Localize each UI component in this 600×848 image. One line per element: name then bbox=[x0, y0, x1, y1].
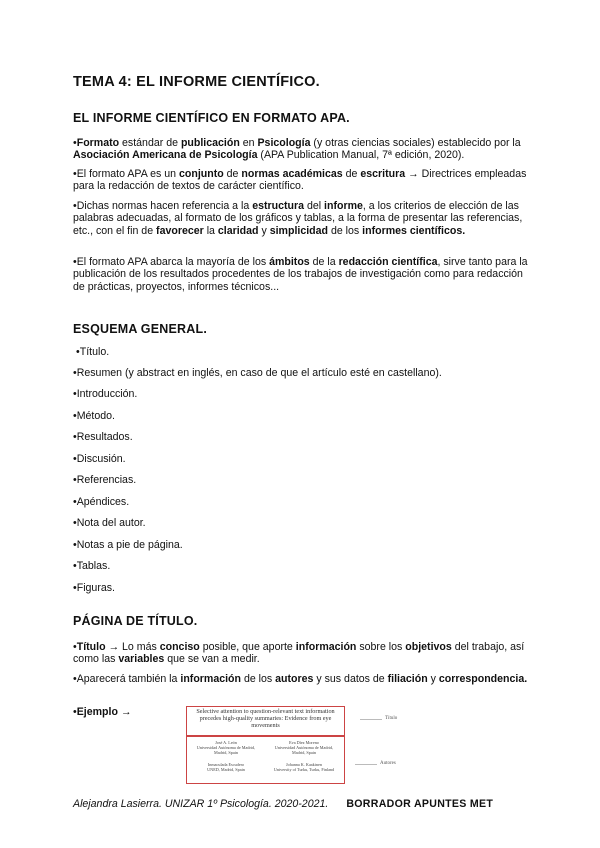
list-item: •Referencias. bbox=[73, 474, 137, 486]
list-item: •Figuras. bbox=[73, 582, 115, 594]
title-page-example-figure bbox=[186, 706, 345, 784]
list-item: •Título. bbox=[76, 346, 110, 358]
paragraph-authors: •Aparecerá también la información de los autores y sus datos de filiación y correspondencia. bbox=[73, 673, 528, 685]
figure-title-text: Selective attention to question-relevant text information precedes high-quality summaries: Evidence from eye movements bbox=[196, 708, 335, 729]
list-item: •Notas a pie de página. bbox=[73, 539, 183, 551]
paragraph-format: •Formato estándar de publicación en Psicología (y otras ciencias sociales) establecido por la Asociación Americana de Psicología (APA Publication Manual, 7ª edición, 2020). bbox=[73, 137, 521, 162]
list-item: •Tablas. bbox=[73, 560, 111, 572]
example-label: •Ejemplo → bbox=[73, 706, 132, 718]
figure-author: Johanna K. Kaakinen University of Turku, Turku, Finland bbox=[273, 762, 335, 772]
paragraph-norms: •El formato APA es un conjunto de normas académicas de escritura → Directrices empleadas para la redacción de textos de carácter científico. bbox=[73, 168, 527, 193]
figure-title-box bbox=[186, 706, 345, 736]
page-footer bbox=[73, 798, 493, 810]
footer-note: BORRADOR APUNTES MET bbox=[346, 798, 494, 810]
list-item: •Resultados. bbox=[73, 431, 133, 443]
list-item: •Introducción. bbox=[73, 388, 138, 400]
figure-title-label: Título bbox=[385, 716, 398, 721]
list-item: •Resumen (y abstract en inglés, en caso de que el artículo esté en castellano). bbox=[73, 367, 442, 379]
section-heading-scheme: ESQUEMA GENERAL. bbox=[73, 322, 207, 336]
footer-author: Alejandra Lasierra. UNIZAR 1º Psicología. 2020-2021. bbox=[73, 798, 329, 810]
paragraph-title: •Título → Lo más conciso posible, que aporte información sobre los objetivos del trabajo, así como las variables que se van a medir. bbox=[73, 641, 525, 666]
document-title: TEMA 4: EL INFORME CIENTÍFICO. bbox=[73, 74, 320, 90]
section-heading-apa: EL INFORME CIENTÍFICO EN FORMATO APA. bbox=[73, 111, 350, 125]
figure-author: Inmaculada Escudero UNED, Madrid, Spain bbox=[207, 762, 245, 772]
list-item: •Discusión. bbox=[73, 453, 126, 465]
figure-authors-arrow bbox=[355, 764, 377, 765]
list-item: •Método. bbox=[73, 410, 115, 422]
paragraph-structure: •Dichas normas hacen referencia a la estructura del informe, a los criterios de elección de las palabras adecuadas, al formato de los gráficos y tablas, a la forma de presentar las referencias, etc., con el fin de favorecer la claridad y simplicidad de los informes científicos. bbox=[73, 200, 523, 237]
list-item: •Nota del autor. bbox=[73, 517, 146, 529]
figure-authors-label: Autores bbox=[380, 761, 396, 766]
figure-title-arrow bbox=[360, 719, 382, 720]
figure-author: Eva Díez Moreno Universidad Autónoma de Madrid, Madrid, Spain bbox=[274, 740, 334, 755]
paragraph-scope: •El formato APA abarca la mayoría de los ámbitos de la redacción científica, sirve tanto para la publicación de los resultados procedentes de los trabajos de investigación como para redacción de prácticas, proyectos, informes técnicos... bbox=[73, 256, 528, 293]
figure-author: José A. León Universidad Autónoma de Madrid, Madrid, Spain bbox=[196, 740, 256, 755]
list-item: •Apéndices. bbox=[73, 496, 130, 508]
figure-authors-box bbox=[186, 736, 345, 784]
section-heading-title-page: PÁGINA DE TÍTULO. bbox=[73, 614, 198, 628]
